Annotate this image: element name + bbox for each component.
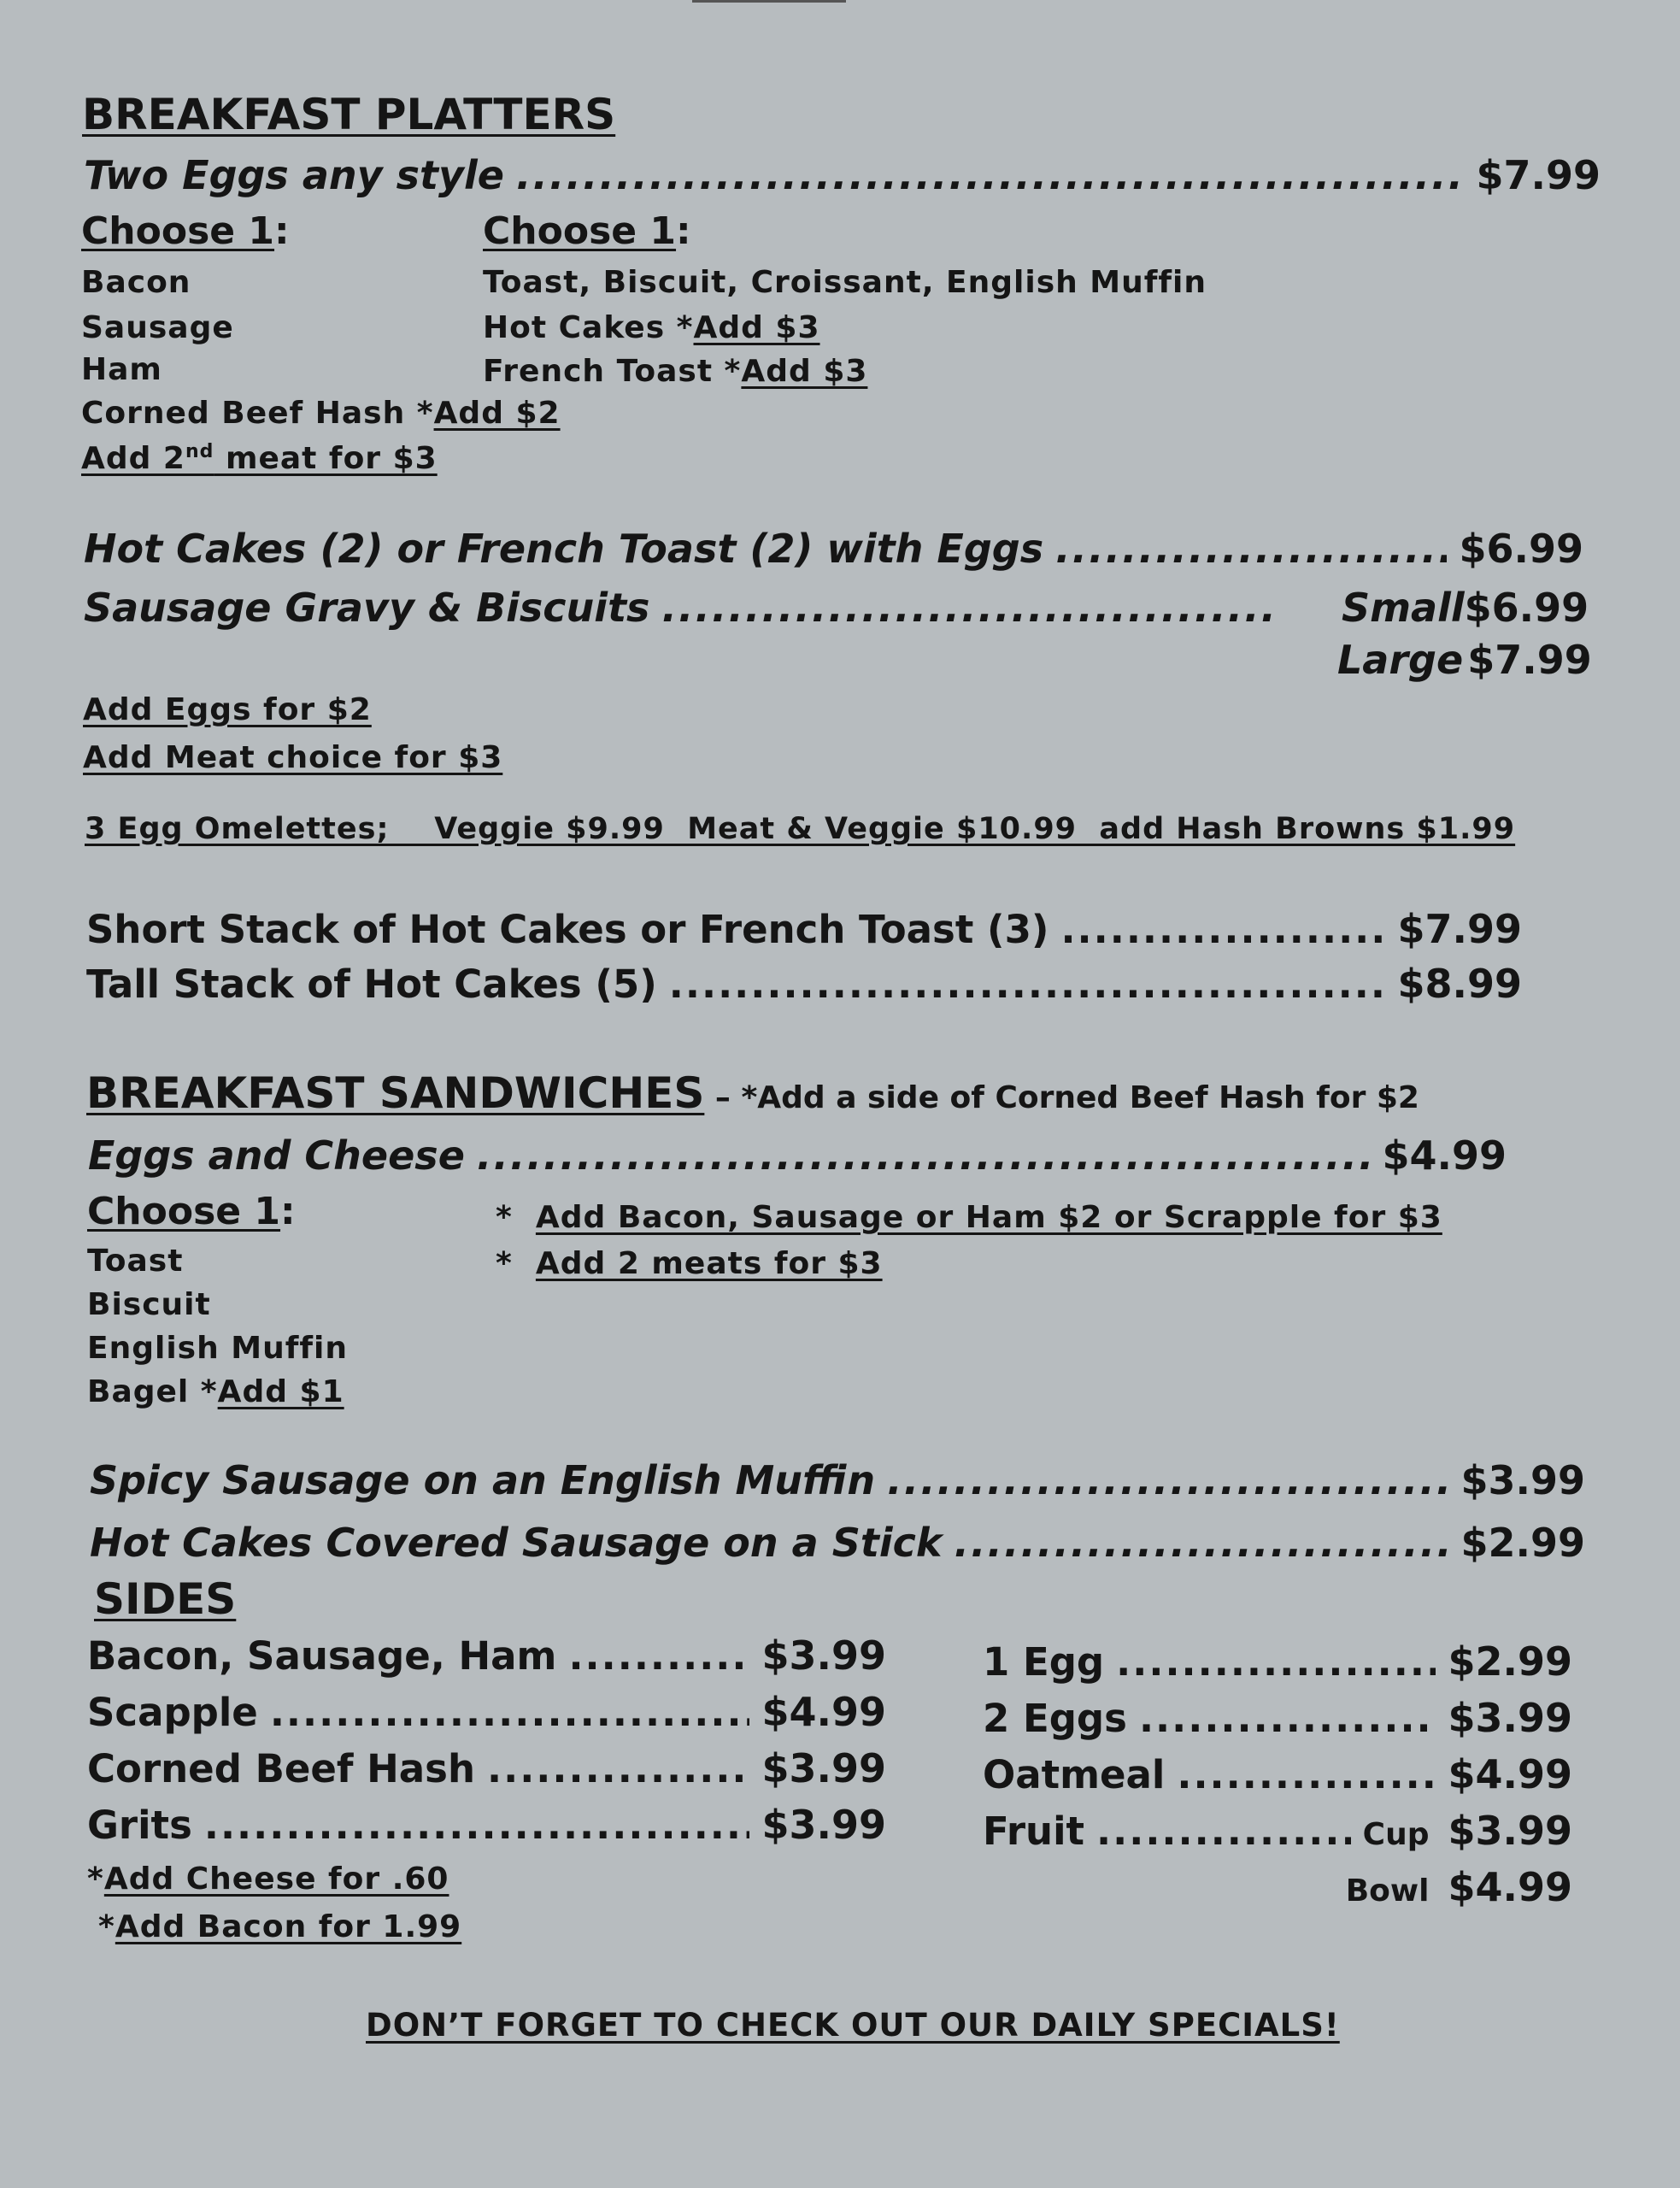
- dot-leader: [270, 1690, 750, 1735]
- spicy-sausage-row: [90, 1457, 1585, 1503]
- hot-cakes-add: Add $3: [693, 310, 820, 345]
- sandwich-bread-item: Toast: [87, 1244, 184, 1279]
- hotcakes-eggs-label: Hot Cakes (2) or French Toast (2) with Eggs: [84, 526, 1044, 572]
- sandwiches-heading-note: – *Add a side of Corned Beef Hash for $2: [704, 1080, 1419, 1115]
- tall-stack-row: [86, 961, 1522, 1007]
- hotcakes-eggs-price: $6.99: [1459, 526, 1583, 572]
- dot-leader: [1055, 526, 1447, 572]
- fruit-row: Fruit ..... Cup $3.99: [983, 1808, 1572, 1864]
- sandwich-bread-column: Choose 1: Toast Biscuit English Muffin Bagel *Add $1: [87, 1190, 349, 1409]
- gravy-small-price: Small$6.99: [1342, 585, 1589, 631]
- hash-add: Add $2: [433, 396, 561, 431]
- short-stack-label: Short Stack of Hot Cakes or French Toast (3): [86, 907, 1049, 952]
- short-stack-price: $7.99: [1397, 906, 1522, 952]
- gravy-row: [84, 585, 1289, 631]
- side-row: Bacon, Sausage, Ham ..... $3.99: [87, 1632, 886, 1689]
- second-meat-note: Add 2nd meat for $3: [81, 441, 438, 476]
- dot-leader: [1139, 1696, 1436, 1741]
- fruit-bowl-row: Bowl $4.99: [1345, 1864, 1572, 1910]
- bread-column: Choose 1: Toast, Biscuit, Croissant, English Muffin Hot Cakes *Add $3 French Toast *Add $3: [483, 209, 1207, 389]
- meat-choose-heading: Choose 1: [81, 209, 275, 253]
- dot-leader: [204, 1803, 750, 1848]
- bagel-add: Add $1: [217, 1374, 344, 1409]
- dot-leader: [1096, 1809, 1351, 1854]
- side-row: 2 Eggs ..... $3.99: [983, 1695, 1572, 1751]
- dot-leader: [661, 585, 1277, 631]
- dot-leader: [487, 1746, 749, 1791]
- eggs-cheese-row: [88, 1132, 1507, 1179]
- add-meat-note: Add Meat choice for $3: [83, 740, 503, 775]
- hotcakes-eggs-row: [84, 526, 1583, 572]
- two-eggs-price: $7.99: [1476, 152, 1601, 198]
- dot-leader: [516, 152, 1465, 198]
- sandwich-bread-item: English Muffin: [87, 1331, 349, 1366]
- sides-right-column: [983, 1638, 1572, 1910]
- dot-leader: [887, 1457, 1448, 1503]
- sausage-stick-label: Hot Cakes Covered Sausage on a Stick: [90, 1520, 943, 1566]
- short-stack-row: [86, 906, 1522, 952]
- french-toast-option: French Toast *Add $3: [483, 354, 868, 389]
- tall-stack-label: Tall Stack of Hot Cakes (5): [86, 962, 657, 1007]
- meat-item: Sausage: [81, 310, 234, 345]
- hot-cakes-option: Hot Cakes *Add $3: [483, 310, 820, 345]
- dot-leader: [954, 1520, 1448, 1566]
- meat-item: Bacon: [81, 265, 191, 300]
- top-edge-mark: [692, 0, 846, 3]
- corned-beef-hash-option: [81, 396, 561, 431]
- hash-label: Corned Beef Hash *: [81, 396, 434, 431]
- omelettes-line: 3 Egg Omelettes; Veggie $9.99 Meat & Veggie $10.99 add Hash Browns $1.99: [85, 812, 1516, 846]
- dot-leader: [1177, 1752, 1436, 1797]
- platters-heading: BREAKFAST PLATTERS: [82, 90, 616, 139]
- bagel-option: Bagel *Add $1: [87, 1374, 344, 1409]
- dot-leader: [669, 962, 1386, 1007]
- dot-leader: [1060, 907, 1385, 952]
- sides-left-column: [87, 1632, 886, 1858]
- sausage-stick-price: $2.99: [1460, 1520, 1585, 1566]
- dot-leader: [477, 1132, 1371, 1179]
- sandwich-choose-heading: Choose 1: [87, 1190, 281, 1233]
- sides-heading: SIDES: [94, 1574, 237, 1624]
- side-row: Oatmeal ..... $4.99: [983, 1751, 1572, 1808]
- spicy-sausage-price: $3.99: [1460, 1457, 1585, 1503]
- bread-choose-heading: Choose 1: [483, 209, 677, 253]
- sandwich-addon-2: * Add 2 meats for $3: [496, 1246, 883, 1281]
- bread-item: Toast, Biscuit, Croissant, English Muffin: [483, 265, 1207, 300]
- meat-column: Choose 1: Bacon Sausage Ham Corned Beef Hash *Add $2 Add 2nd meat for $3: [81, 209, 561, 476]
- gravy-large-price: Large $7.99: [1337, 637, 1592, 683]
- side-row: Corned Beef Hash ..... $3.99: [87, 1745, 886, 1802]
- dot-leader: [1116, 1639, 1436, 1685]
- add-cheese-note: *Add Cheese for .60: [87, 1862, 449, 1897]
- side-row: Grits ..... $3.99: [87, 1802, 886, 1858]
- eggs-cheese-price: $4.99: [1382, 1132, 1507, 1179]
- sandwich-bread-item: Biscuit: [87, 1287, 211, 1322]
- meat-item: Ham: [81, 352, 162, 387]
- sausage-stick-row: [90, 1520, 1585, 1566]
- side-row: 1 Egg ..... $2.99: [983, 1638, 1572, 1695]
- sandwich-addon-1: * Add Bacon, Sausage or Ham $2 or Scrapple for $3: [496, 1200, 1442, 1235]
- daily-specials-note: DON’T FORGET TO CHECK OUT OUR DAILY SPECIALS!: [366, 2007, 1340, 2044]
- tall-stack-price: $8.99: [1397, 961, 1522, 1007]
- dot-leader: [568, 1633, 749, 1679]
- sandwiches-heading: BREAKFAST SANDWICHES: [86, 1068, 705, 1118]
- add-eggs-note: Add Eggs for $2: [83, 692, 372, 727]
- side-row: Scapple ..... $4.99: [87, 1689, 886, 1745]
- two-eggs-label: Two Eggs any style: [84, 152, 504, 198]
- eggs-cheese-label: Eggs and Cheese: [88, 1132, 465, 1179]
- french-toast-add: Add $3: [741, 354, 868, 389]
- add-bacon-note: *Add Bacon for 1.99: [98, 1909, 462, 1944]
- sandwiches-heading-row: [86, 1068, 1419, 1118]
- gravy-label: Sausage Gravy & Biscuits: [84, 585, 650, 631]
- spicy-sausage-label: Spicy Sausage on an English Muffin: [90, 1457, 876, 1503]
- two-eggs-row: [84, 152, 1601, 198]
